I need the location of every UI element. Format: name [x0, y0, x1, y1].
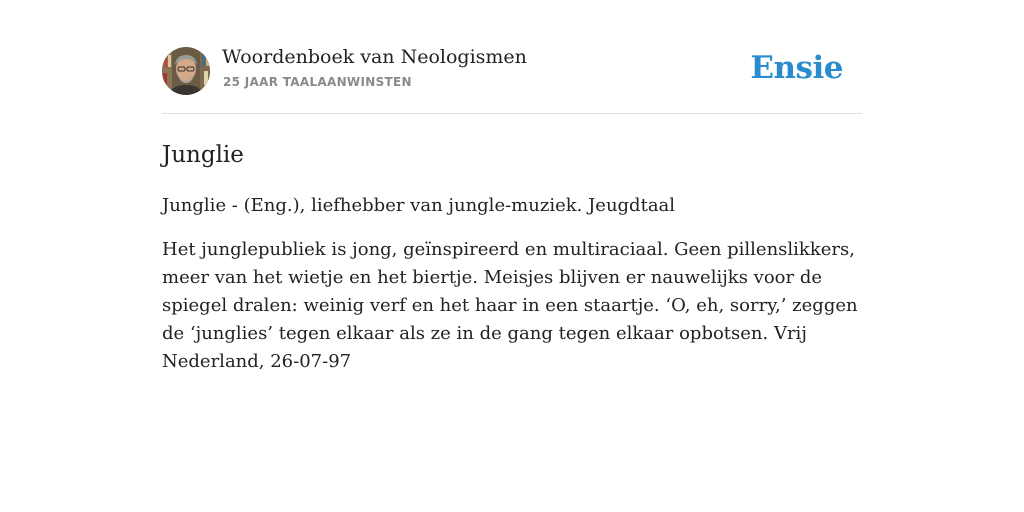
page-content	[162, 0, 862, 376]
ensie-logo-link[interactable]: Ensie	[750, 50, 843, 86]
entry-example: Het junglepubliek is jong, geïnspireerd en multiraciaal. Geen pillenslikkers, meer van het wietje en het biertje. Meisjes blijven er nauwelijks voor de spiegel dralen: weinig verf en het haar in een staartje. ‘O, eh, sorry,’ zeggen de ‘junglies’ tegen elkaar als ze in de gang tegen elkaar opbotsen. Vrij Nederland, 26-07-97	[162, 239, 858, 372]
avatar[interactable]	[162, 47, 210, 95]
site-subtitle: 25 JAAR TAALAANWINSTEN	[223, 75, 412, 89]
entry-title: Junglie	[162, 142, 244, 168]
site-title[interactable]: Woordenboek van Neologismen	[222, 46, 527, 68]
entry-definition: Junglie - (Eng.), liefhebber van jungle-muziek. Jeugdtaal	[162, 195, 676, 216]
author-portrait-icon	[162, 47, 210, 95]
header	[162, 0, 862, 114]
